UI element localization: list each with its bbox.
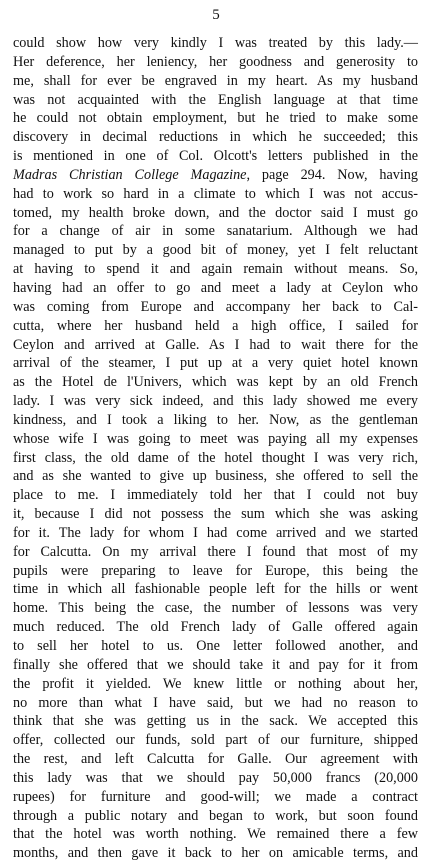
text-line: is mentioned in one of Col. Olcott's letters published in the	[13, 148, 418, 165]
text-line: tomed, my health broke down, and the doctor said I must go	[13, 204, 418, 221]
text-line: arrival of the steamer, I put up at a very quiet hotel known	[13, 355, 418, 372]
text-line: finally she offered that we should take it and pay for it from	[13, 656, 418, 673]
text-line: offer, collected our funds, sold part of our furniture, shipped	[13, 732, 418, 749]
body-text	[13, 34, 418, 863]
text-line: it, because I did not possess the sum which she was asking	[13, 506, 418, 523]
text-line: lady. I was very sick indeed, and this lady showed me every	[13, 393, 418, 410]
text-line: first class, the old dame of the hotel thought I was very rich,	[13, 449, 418, 466]
text-line: he could not obtain employment, but he tried to make some	[13, 110, 418, 127]
text-line: discovery in decimal reductions in which he succeeded; this	[13, 129, 418, 146]
text-line: me, shall for ever be engraved in my heart. As my husband	[13, 72, 418, 89]
text-line: whose wife I was going to meet was paying all my expenses	[13, 430, 418, 447]
text-line: having had an offer to go and meet a lady at Ceylon who	[13, 279, 418, 296]
text-line: Ceylon and arrived at Galle. As I had to wait there for the	[13, 336, 418, 353]
text-line: the profit it yielded. We knew little or nothing about her,	[13, 675, 418, 692]
text-line: that the hotel was worth nothing. We remained there a few	[13, 826, 418, 843]
text-line: Her deference, her leniency, her goodness and generosity to	[13, 53, 418, 70]
text-line: much reduced. The old French lady of Galle offered again	[13, 619, 418, 636]
text-line: had to work so hard in a climate to which I was not accus-	[13, 185, 418, 202]
text-line: kindness, and I took a liking to her. Now, as the gentleman	[13, 411, 418, 428]
text-line: as the Hotel de l'Univers, which was kept by an old French	[13, 374, 418, 391]
text-line: through a public notary and began to work, but soon found	[13, 807, 418, 824]
text-line: think that she was getting us in the sack. We accepted this	[13, 713, 418, 730]
text-line: no more than what I have said, but we had no reason to	[13, 694, 418, 711]
text-line: for a change of air in some sanatarium. Although we had	[13, 223, 418, 240]
text-line: home. This being the case, the number of lessons was very	[13, 600, 418, 617]
text-line: managed to put by a good bit of money, yet I felt reluctant	[13, 242, 418, 259]
text-line: Madras Christian College Magazine, page 294. Now, having	[13, 166, 418, 183]
text-line: to sell her hotel to us. One letter followed another, and	[13, 638, 418, 654]
text-line: for Calcutta. On my arrival there I found that most of my	[13, 543, 418, 560]
text-line: and as she wanted to give up business, she offered to sell the	[13, 468, 418, 485]
text-line: months, and then gave it back to her on amicable terms, and	[13, 845, 418, 862]
text-line: could show how very kindly I was treated by this lady.—	[13, 35, 418, 51]
text-line: place to me. I immediately told her that I could not buy	[13, 487, 418, 504]
text-line: pupils were preparing to leave for Europe, this being the	[13, 562, 418, 579]
text-line: at having to spend it and again remain without means. So,	[13, 261, 418, 278]
text-line: time in which all fashionable people left for the hills or went	[13, 581, 418, 598]
text-line: rupees) for furniture and good-will; we made a contract	[13, 788, 418, 805]
page-number: 5	[212, 7, 220, 23]
text-line: the rest, and left Calcutta for Galle. Our agreement with	[13, 751, 418, 768]
text-line: cutta, where her husband held a high office, I sailed for	[13, 317, 418, 334]
text-line: for it. The lady for whom I had come arrived and we started	[13, 524, 418, 541]
text-line: this lady was that we should pay 50,000 francs (20,000	[13, 769, 418, 786]
text-line: was not acquainted with the English language at that time	[13, 91, 418, 108]
text-line: was coming from Europe and accompany her back to Cal-	[13, 298, 418, 315]
